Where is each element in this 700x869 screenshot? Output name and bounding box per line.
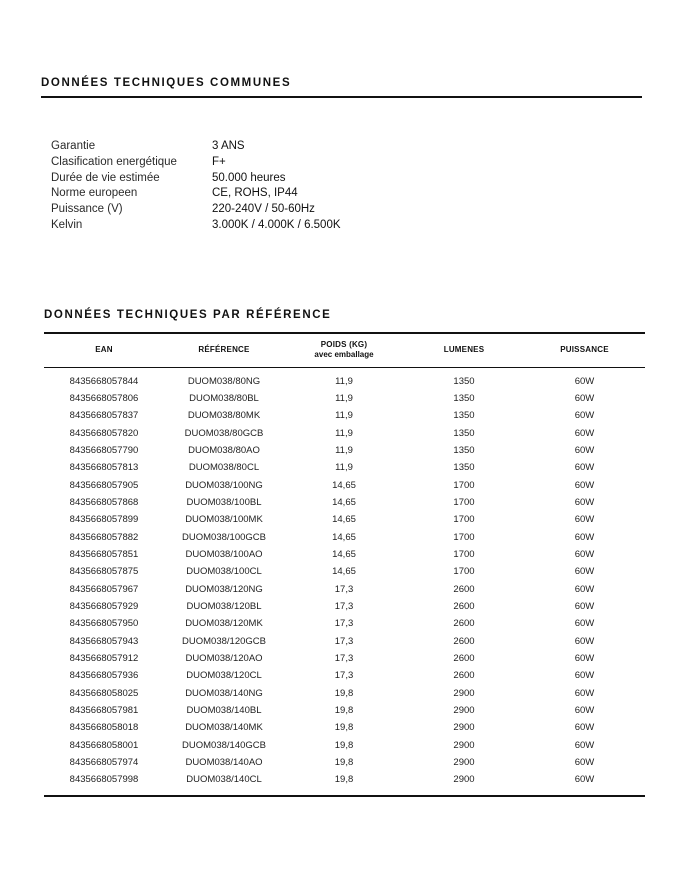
table-row bbox=[44, 702, 645, 719]
column-header-puissance: PUISSANCE bbox=[560, 345, 609, 355]
cell-ean: 8435668057790 bbox=[69, 444, 139, 456]
cell-poids: 17,3 bbox=[334, 618, 354, 630]
cell-reference: DUOM038/100CL bbox=[186, 566, 262, 578]
spec-value: CE, ROHS, IP44 bbox=[212, 187, 298, 200]
cell-poids: 19,8 bbox=[334, 722, 354, 734]
cell-puissance: 60W bbox=[574, 670, 595, 682]
cell-puissance: 60W bbox=[574, 600, 595, 612]
cell-reference: DUOM038/140MK bbox=[185, 722, 263, 734]
cell-poids: 11,9 bbox=[335, 462, 353, 474]
table-row bbox=[44, 581, 645, 598]
cell-reference: DUOM038/120AO bbox=[185, 653, 263, 664]
table-body bbox=[44, 367, 645, 796]
table-row bbox=[44, 685, 645, 702]
cell-ean: 8435668057950 bbox=[69, 618, 139, 630]
cell-reference: DUOM038/140AO bbox=[185, 757, 263, 769]
cell-puissance: 60W bbox=[574, 705, 595, 717]
cell-lumenes: 2600 bbox=[453, 670, 475, 682]
table-row bbox=[44, 529, 645, 546]
cell-lumenes: 2600 bbox=[453, 583, 475, 595]
cell-puissance: 60W bbox=[574, 687, 595, 699]
spec-value: 220-240V / 50-60Hz bbox=[212, 203, 315, 216]
cell-reference: DUOM038/80MK bbox=[187, 410, 261, 422]
cell-puissance: 60W bbox=[574, 757, 595, 769]
cell-lumenes: 2600 bbox=[453, 635, 475, 647]
cell-ean: 8435668057912 bbox=[69, 653, 139, 664]
cell-lumenes: 2900 bbox=[453, 757, 475, 769]
cell-puissance: 60W bbox=[574, 375, 595, 387]
cell-lumenes: 2900 bbox=[453, 687, 475, 699]
cell-poids: 19,8 bbox=[334, 774, 354, 786]
table-row bbox=[44, 494, 645, 511]
cell-poids: 19,8 bbox=[334, 757, 354, 769]
table-row bbox=[44, 459, 645, 476]
cell-puissance: 60W bbox=[574, 479, 595, 491]
cell-lumenes: 2900 bbox=[453, 739, 475, 751]
cell-lumenes: 1700 bbox=[453, 566, 475, 578]
cell-puissance: 60W bbox=[574, 548, 595, 560]
cell-lumenes: 2600 bbox=[453, 618, 475, 630]
spec-label: Durée de vie estimée bbox=[51, 171, 160, 184]
cell-ean: 8435668057936 bbox=[69, 670, 139, 682]
spec-value: F+ bbox=[212, 155, 226, 168]
cell-puissance: 60W bbox=[574, 496, 595, 508]
cell-reference: DUOM038/140BL bbox=[186, 705, 262, 717]
cell-lumenes: 1350 bbox=[453, 375, 475, 387]
spec-label: Kelvin bbox=[51, 218, 83, 231]
cell-lumenes: 1700 bbox=[453, 531, 475, 543]
cell-poids: 11,9 bbox=[335, 444, 353, 456]
column-header-poids bbox=[284, 333, 404, 367]
cell-poids: 14,65 bbox=[332, 566, 356, 578]
spec-label: Garantie bbox=[51, 140, 96, 152]
common-specs-list bbox=[51, 139, 341, 234]
spec-value: 3.000K / 4.000K / 6.500K bbox=[212, 218, 341, 231]
cell-ean: 8435668058018 bbox=[69, 722, 139, 734]
table-row bbox=[44, 563, 645, 580]
cell-puissance: 60W bbox=[574, 583, 595, 595]
cell-lumenes: 1700 bbox=[453, 479, 475, 491]
table-row bbox=[44, 737, 645, 754]
spec-row bbox=[51, 186, 341, 202]
column-header-poids-label: POIDS (KG) bbox=[320, 340, 368, 350]
cell-poids: 19,8 bbox=[334, 739, 354, 751]
cell-reference: DUOM038/140CL bbox=[186, 774, 262, 786]
table-row bbox=[44, 477, 645, 494]
cell-ean: 8435668057882 bbox=[69, 531, 139, 543]
cell-lumenes: 1700 bbox=[453, 496, 475, 508]
cell-puissance: 60W bbox=[574, 739, 595, 751]
cell-lumenes: 2900 bbox=[453, 722, 475, 734]
cell-ean: 8435668057813 bbox=[69, 462, 139, 474]
cell-ean: 8435668057844 bbox=[69, 375, 139, 387]
cell-reference: DUOM038/120CL bbox=[186, 670, 262, 682]
cell-lumenes: 2900 bbox=[453, 705, 475, 717]
cell-puissance: 60W bbox=[574, 531, 595, 543]
cell-lumenes: 2900 bbox=[453, 774, 475, 786]
cell-reference: DUOM038/120BL bbox=[186, 600, 262, 612]
cell-poids: 14,65 bbox=[332, 531, 356, 543]
cell-puissance: 60W bbox=[574, 635, 595, 647]
column-header-reference: RÉFÉRENCE bbox=[198, 345, 250, 355]
cell-reference: DUOM038/80AO bbox=[188, 444, 260, 456]
spec-row bbox=[51, 155, 341, 171]
cell-puissance: 60W bbox=[574, 774, 595, 786]
table-row bbox=[44, 771, 645, 795]
cell-poids: 17,3 bbox=[334, 653, 354, 664]
table-row bbox=[44, 367, 645, 390]
table-row bbox=[44, 511, 645, 528]
spec-label: Puissance (V) bbox=[51, 203, 123, 216]
column-header-ean: EAN bbox=[95, 345, 113, 355]
cell-lumenes: 1350 bbox=[453, 427, 475, 439]
common-specs-title: DONNÉES TECHNIQUES COMMUNES bbox=[41, 77, 292, 89]
cell-puissance: 60W bbox=[574, 653, 595, 664]
table-row bbox=[44, 615, 645, 632]
cell-ean: 8435668057806 bbox=[69, 392, 139, 404]
cell-ean: 8435668057851 bbox=[69, 548, 139, 560]
cell-lumenes: 2600 bbox=[453, 600, 475, 612]
spec-row bbox=[51, 171, 341, 187]
reference-table bbox=[44, 332, 645, 797]
table-row bbox=[44, 719, 645, 736]
cell-puissance: 60W bbox=[574, 462, 595, 474]
cell-lumenes: 1700 bbox=[453, 548, 475, 560]
cell-ean: 8435668057820 bbox=[69, 427, 139, 439]
cell-reference: DUOM038/100BL bbox=[186, 496, 262, 508]
table-row bbox=[44, 650, 645, 667]
cell-reference: DUOM038/140NG bbox=[185, 687, 263, 699]
cell-reference: DUOM038/100NG bbox=[185, 479, 263, 491]
cell-ean: 8435668057899 bbox=[69, 514, 139, 526]
cell-puissance: 60W bbox=[574, 392, 595, 404]
table-row bbox=[44, 546, 645, 563]
cell-puissance: 60W bbox=[574, 514, 595, 526]
cell-poids: 14,65 bbox=[332, 479, 356, 491]
cell-lumenes: 1350 bbox=[453, 444, 475, 456]
table-row bbox=[44, 633, 645, 650]
cell-poids: 17,3 bbox=[334, 635, 354, 647]
table-row bbox=[44, 754, 645, 771]
column-header-poids-sublabel: avec emballage bbox=[314, 350, 374, 360]
spec-label: Norme europeen bbox=[51, 187, 138, 200]
table-row bbox=[44, 442, 645, 459]
table-row bbox=[44, 598, 645, 615]
spec-value: 50.000 heures bbox=[212, 171, 286, 184]
cell-ean: 8435668057929 bbox=[69, 600, 139, 612]
cell-poids: 14,65 bbox=[332, 514, 356, 526]
cell-reference: DUOM038/80GCB bbox=[184, 427, 264, 439]
cell-reference: DUOM038/100MK bbox=[185, 514, 263, 526]
cell-ean: 8435668057981 bbox=[69, 705, 139, 717]
cell-ean: 8435668057875 bbox=[69, 566, 139, 578]
cell-reference: DUOM038/100AO bbox=[185, 548, 263, 560]
cell-ean: 8435668058001 bbox=[69, 739, 139, 751]
cell-poids: 17,3 bbox=[334, 583, 354, 595]
spec-row bbox=[51, 202, 341, 218]
cell-lumenes: 2600 bbox=[453, 653, 475, 664]
spec-label: Clasification energétique bbox=[51, 155, 177, 168]
cell-poids: 11,9 bbox=[335, 410, 353, 422]
cell-reference: DUOM038/80BL bbox=[189, 392, 259, 404]
cell-reference: DUOM038/120MK bbox=[185, 618, 263, 630]
cell-puissance: 60W bbox=[574, 618, 595, 630]
cell-lumenes: 1350 bbox=[453, 392, 475, 404]
cell-puissance: 60W bbox=[574, 427, 595, 439]
cell-ean: 8435668057868 bbox=[69, 496, 139, 508]
spec-row bbox=[51, 139, 341, 155]
cell-poids: 17,3 bbox=[334, 670, 354, 682]
table-row bbox=[44, 425, 645, 442]
cell-puissance: 60W bbox=[574, 566, 595, 578]
table-row bbox=[44, 667, 645, 684]
cell-reference: DUOM038/120GCB bbox=[182, 635, 266, 647]
cell-reference: DUOM038/140GCB bbox=[182, 739, 266, 751]
cell-poids: 11,9 bbox=[335, 427, 353, 439]
cell-poids: 17,3 bbox=[334, 600, 354, 612]
cell-poids: 14,65 bbox=[332, 548, 356, 560]
cell-reference: DUOM038/80NG bbox=[187, 375, 261, 387]
cell-puissance: 60W bbox=[574, 722, 595, 734]
cell-poids: 19,8 bbox=[334, 687, 354, 699]
table-header-row bbox=[44, 333, 645, 367]
cell-reference: DUOM038/120NG bbox=[185, 583, 263, 595]
cell-ean: 8435668057974 bbox=[69, 757, 139, 769]
cell-ean: 8435668057967 bbox=[69, 583, 139, 595]
common-specs-divider bbox=[41, 96, 642, 98]
cell-poids: 14,65 bbox=[332, 496, 356, 508]
cell-reference: DUOM038/80CL bbox=[188, 462, 260, 474]
cell-lumenes: 1350 bbox=[453, 462, 475, 474]
cell-poids: 11,9 bbox=[335, 392, 353, 404]
reference-specs-title: DONNÉES TECHNIQUES PAR RÉFÉRENCE bbox=[44, 309, 332, 321]
cell-ean: 8435668057837 bbox=[69, 410, 139, 422]
cell-reference: DUOM038/100GCB bbox=[182, 531, 266, 543]
cell-puissance: 60W bbox=[574, 410, 595, 422]
table-row bbox=[44, 390, 645, 407]
spec-row bbox=[51, 218, 341, 234]
cell-lumenes: 1700 bbox=[453, 514, 475, 526]
cell-ean: 8435668058025 bbox=[69, 687, 139, 699]
cell-ean: 8435668057998 bbox=[69, 774, 139, 786]
cell-ean: 8435668057943 bbox=[69, 635, 139, 647]
cell-lumenes: 1350 bbox=[453, 410, 475, 422]
cell-puissance: 60W bbox=[574, 444, 595, 456]
cell-poids: 19,8 bbox=[334, 705, 354, 717]
cell-poids: 11,9 bbox=[335, 375, 353, 387]
cell-ean: 8435668057905 bbox=[69, 479, 139, 491]
column-header-lumenes: LUMENES bbox=[443, 345, 485, 355]
table-row bbox=[44, 407, 645, 424]
spec-value: 3 ANS bbox=[212, 140, 245, 152]
